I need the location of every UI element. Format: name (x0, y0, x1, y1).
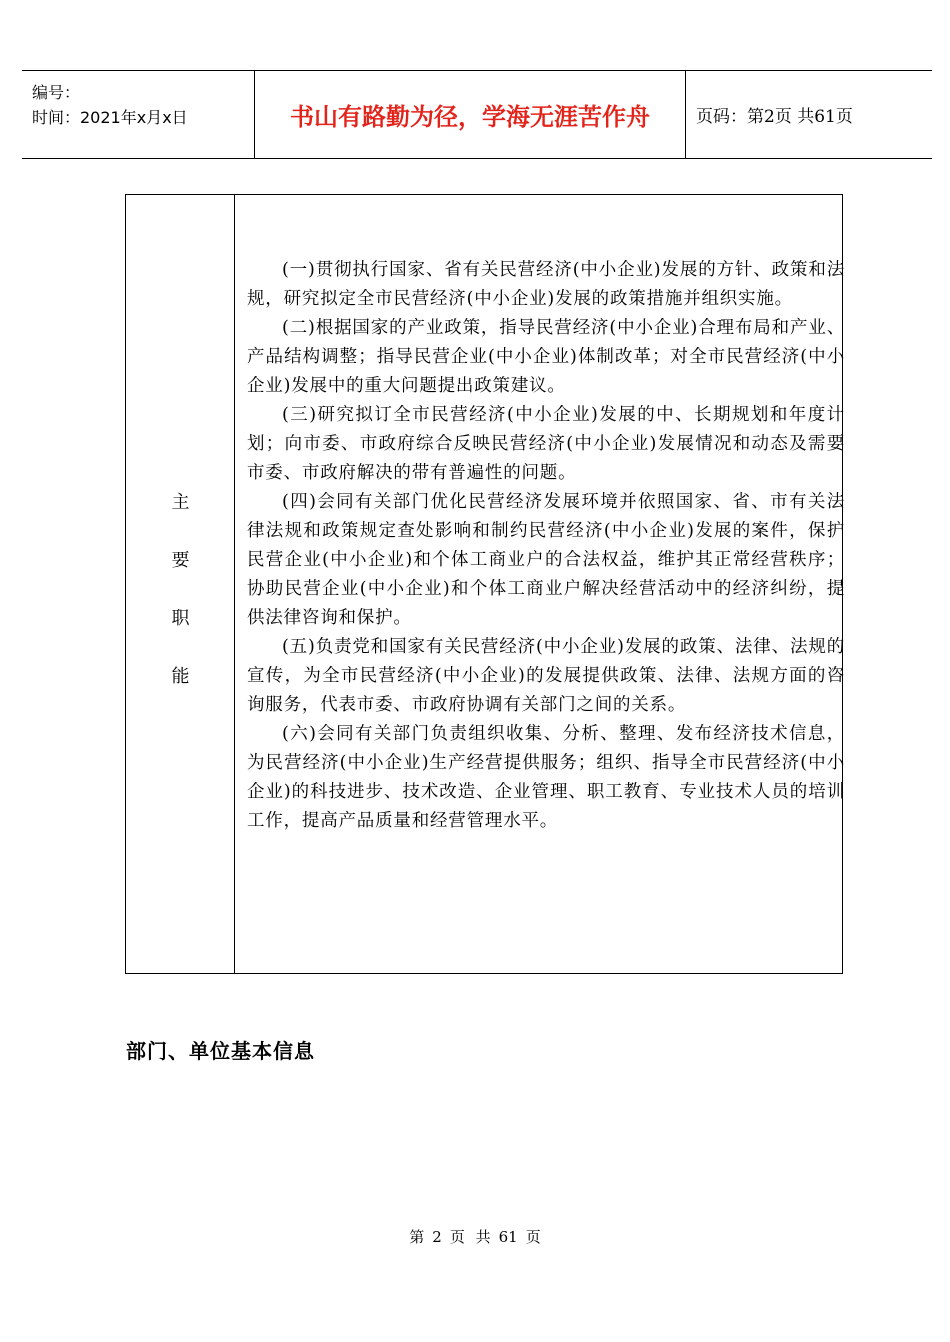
footer-text: 第 (409, 1228, 425, 1246)
duties-content-cell (235, 256, 845, 836)
duties-label-char: 职 (171, 608, 190, 629)
duty-paragraph: (一)贯彻执行国家、省有关民营经济(中小企业)发展的方针、政策和法规，研究拟定全市民营经济(中小企业)发展的政策措施并组织实施。 (247, 260, 845, 309)
footer-page-number: 2 (432, 1228, 442, 1246)
time-label: 时间：2021年x月x日 (32, 108, 188, 127)
page-header (22, 70, 932, 159)
header-meta-cell (22, 71, 254, 158)
duties-label-char: 能 (171, 666, 190, 687)
serial-label: 编号： (32, 83, 81, 102)
duties-table (125, 194, 843, 974)
header-motto: 书山有路勤为径，学海无涯苦作舟 (290, 103, 650, 131)
duty-paragraph: (五)负责党和国家有关民营经济(中小企业)发展的政策、法律、法规的宣传，为全市民营经济(中小企业)的发展提供政策、法律、法规方面的咨询服务，代表市委、市政府协调有关部门之间的关系。 (247, 637, 845, 715)
duties-label-char: 要 (171, 550, 190, 571)
duty-paragraph: (四)会同有关部门优化民营经济发展环境并依照国家、省、市有关法律法规和政策规定查处影响和制约民营经济(中小企业)发展的案件，保护民营企业(中小企业)和个体工商业户的合法权益，维护其正常经营秩序；协助民营企业(中小企业)和个体工商业户解决经营活动中的经济纠纷，提供法律咨询和保护。 (247, 492, 845, 628)
footer-text: 页 (525, 1228, 541, 1246)
duties-label-cell (126, 195, 235, 973)
footer-text: 页 共 (449, 1228, 491, 1246)
duty-paragraph: (三)研究拟订全市民营经济(中小企业)发展的中、长期规划和年度计划；向市委、市政府综合反映民营经济(中小企业)发展情况和动态及需要市委、市政府解决的带有普遍性的问题。 (247, 405, 845, 483)
section-heading: 部门、单位基本信息 (126, 1039, 315, 1063)
duty-paragraph: (六)会同有关部门负责组织收集、分析、整理、发布经济技术信息，为民营经济(中小企业)生产经营提供服务；组织、指导全市民营经济(中小企业)的科技进步、技术改造、企业管理、职工教育、专业技术人员的培训工作，提高产品质量和经营管理水平。 (247, 724, 845, 831)
page-footer (0, 1226, 950, 1247)
duties-label-char: 主 (171, 492, 190, 513)
footer-page-total: 61 (498, 1228, 518, 1246)
header-page-info: 页码：第2页 共61页 (696, 107, 853, 127)
duty-paragraph: (二)根据国家的产业政策，指导民营经济(中小企业)合理布局和产业、产品结构调整；指导民营企业(中小企业)体制改革；对全市民营经济(中小企业)发展中的重大问题提出政策建议。 (247, 318, 845, 396)
